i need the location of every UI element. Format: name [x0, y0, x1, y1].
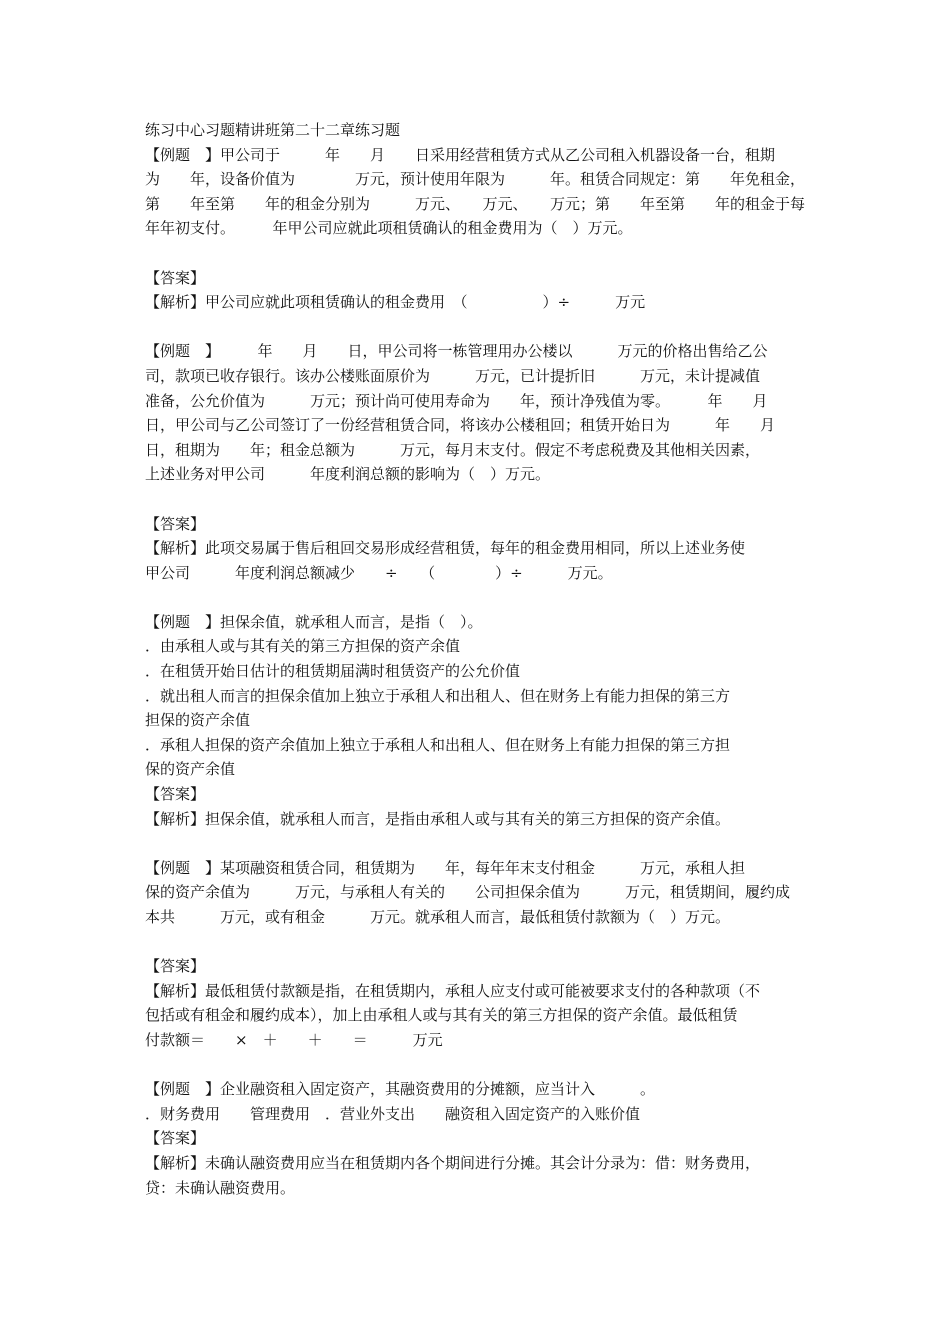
question-3-option-line: ．在租赁开始日估计的租赁期届满时租赁资产的公允价值 [145, 662, 521, 681]
question-1-stem-line: 为 年，设备价值为 万元，预计使用年限为 年。租赁合同规定：第 年免租金， [145, 170, 806, 189]
question-5-stem-line: 【例题 】企业融资租入固定资产，其融资费用的分摊额，应当计入 。 [145, 1080, 656, 1099]
question-2-stem-line: 司，款项已收存银行。该办公楼账面原价为 万元，已计提折旧 万元，未计提减值 [145, 366, 761, 385]
spacer [0, 831, 950, 856]
question-2-stem-line: 上述业务对甲公司 年度利润总额的影响为（ ）万元。 [145, 465, 551, 484]
page-title: 练习中心习题精讲班第二十二章练习题 [145, 121, 401, 139]
question-1-stem-line: 第 年至第 年的租金分别为 万元、 万元、 万元；第 年至第 年的租金于每 [145, 194, 806, 213]
question-3-analysis-line: 【解析】担保余值，就承租人而言，是指由承租人或与其有关的第三方担保的资产余值。 [145, 809, 731, 828]
question-5-answer-label: 【答案】 [145, 1129, 206, 1148]
question-4-stem-line: 【例题 】某项融资租赁合同，租赁期为 年，每年年末支付租金 万元，承租人担 [145, 858, 746, 877]
question-4-analysis-line: 【解析】最低租赁付款额是指，在租赁期内，承租人应支付或可能被要求支付的各种款项（不 [145, 981, 761, 1000]
question-3-option-line: 保的资产余值 [145, 760, 236, 779]
question-4-stem-line: 保的资产余值为 万元，与承租人有关的 公司担保余值为 万元，租赁期间，履约成 [145, 883, 791, 902]
question-1-stem-line: 年年初支付。 年甲公司应就此项租赁确认的租金费用为（ ）万元。 [145, 219, 633, 238]
question-3-stem-line: 【例题 】担保余值，就承租人而言，是指（ ）。 [145, 612, 483, 631]
question-3-option-line: ．承租人担保的资产余值加上独立于承租人和出租人、但在财务上有能力担保的第三方担 [145, 735, 731, 754]
question-3-answer-label: 【答案】 [145, 785, 206, 804]
spacer [0, 315, 950, 340]
question-1-stem-line: 【例题 】甲公司于 年 月 日采用经营租赁方式从乙公司租入机器设备一台，租期 [145, 145, 776, 164]
question-2-answer-label: 【答案】 [145, 514, 206, 533]
question-4-analysis-line: 包括或有租金和履约成本），加上由承租人或与其有关的第三方担保的资产余值。最低租赁 [145, 1006, 738, 1025]
question-3-option-line: 担保的资产余值 [145, 711, 251, 730]
question-1-answer-label: 【答案】 [145, 268, 206, 287]
question-4-analysis-line: 付款额＝ × ＋ ＋ ＝ 万元 [145, 1030, 443, 1049]
question-2-stem-line: 准备，公允价值为 万元；预计尚可使用寿命为 年，预计净残值为零。 年 月 [145, 391, 768, 410]
question-2-analysis-line: 甲公司 年度利润总额减少 ÷ （ ）÷ 万元。 [145, 563, 613, 582]
spacer [0, 585, 950, 610]
question-2-options [145, 487, 810, 512]
question-4-stem-line: 本共 万元，或有租金 万元。就承租人而言，最低租赁付款额为（ ）万元。 [145, 908, 731, 926]
question-3-option-line: ．就出租人而言的担保余值加上独立于承租人和出租人、但在财务上有能力担保的第三方 [145, 686, 731, 705]
question-1-options [145, 241, 810, 266]
question-4-answer-label: 【答案】 [145, 957, 206, 976]
question-5-analysis-line: 【解析】未确认融资费用应当在租赁期内各个期间进行分摊。其会计分录为：借：财务费用， [145, 1153, 761, 1172]
question-4-options [145, 930, 810, 955]
spacer [0, 1053, 950, 1078]
question-5-option-line: ．财务费用 管理费用 ．营业外支出 融资租入固定资产的入账价值 [145, 1104, 641, 1123]
question-2-stem-line: 日，甲公司与乙公司签订了一份经营租赁合同，将该办公楼租回；租赁开始日为 年 月 [145, 416, 776, 435]
question-3-option-line: ．由承租人或与其有关的第三方担保的资产余值 [145, 637, 461, 656]
question-2-stem-line: 日，租期为 年；租金总额为 万元，每月末支付。假定不考虑税费及其他相关因素， [145, 440, 761, 459]
question-2-stem-line: 【例题 】 年 月 日，甲公司将一栋管理用办公楼以 万元的价格出售给乙公 [145, 342, 768, 361]
question-2-analysis-line: 【解析】此项交易属于售后租回交易形成经营租赁，每年的租金费用相同，所以上述业务使 [145, 539, 746, 558]
question-5-analysis-line: 贷：未确认融资费用。 [145, 1178, 296, 1197]
question-1-analysis-line: 【解析】甲公司应就此项租赁确认的租金费用 （ ）÷ 万元 [145, 293, 646, 312]
